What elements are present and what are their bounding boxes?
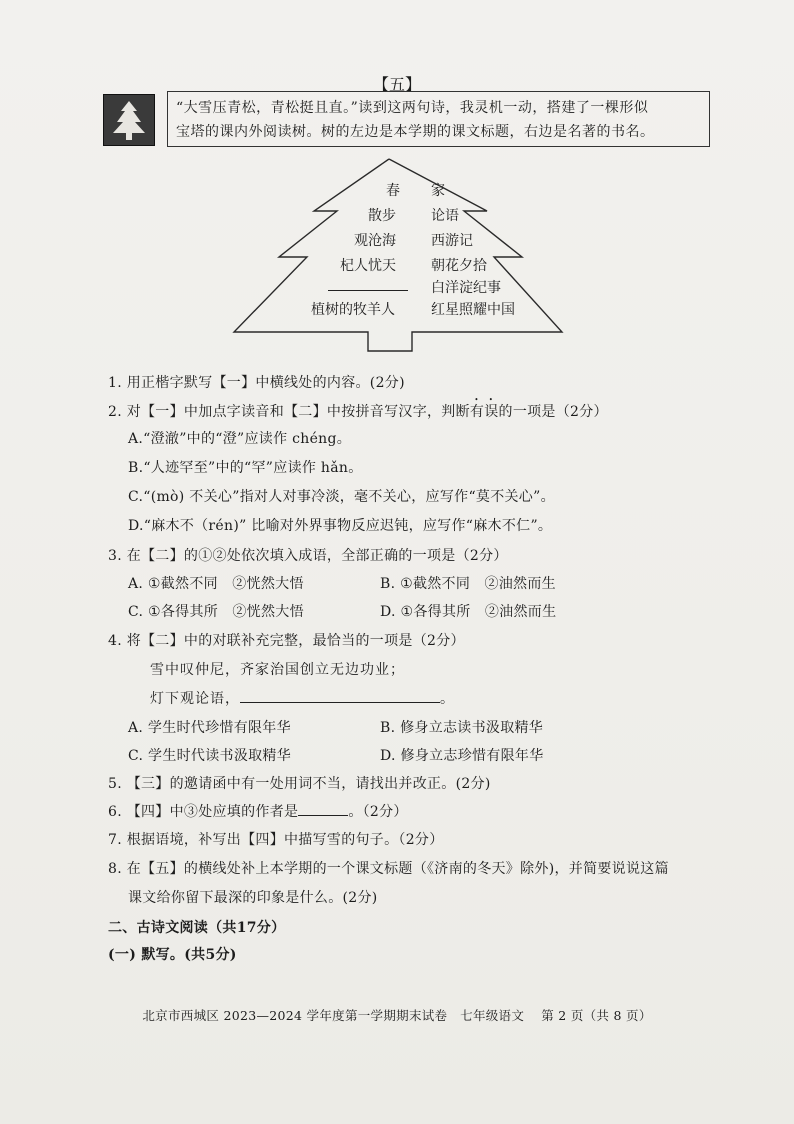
question-6-post: 。（2分） [348, 804, 408, 820]
q2-option-c: C.“(mò) 不关心”指对人对事冷淡，毫不关心，应写作“莫不关心”。 [128, 489, 555, 505]
question-2 [108, 396, 608, 421]
question-4: 4. 将【二】中的对联补充完整，最恰当的一项是（2分） [108, 633, 465, 649]
question-1: 1. 用正楷字默写【一】中横线处的内容。(2分) [108, 375, 405, 391]
question-2-post: 的一项是（2分） [498, 404, 608, 420]
q3-option-d: D. ①各得其所 ②油然而生 [380, 604, 557, 620]
couplet-line-2-text: 灯下观论语， [150, 691, 240, 707]
part-2-subtitle: (一) 默写。(共5分) [108, 947, 237, 963]
page-footer: 北京市西城区 2023—2024 学年度第一学期期末试卷 七年级语文 第 2 页（共 8 页） [142, 1008, 652, 1023]
question-8-line-2: 课文给你留下最深的印象是什么。(2分) [128, 890, 378, 906]
q3-option-a: A. ①截然不同 ②恍然大悟 [128, 576, 304, 592]
couplet-blank[interactable] [240, 690, 440, 703]
question-6-pre: 6. 【四】中③处应填的作者是 [108, 804, 299, 820]
tree-right-1: 家 [431, 183, 445, 199]
tree-right-4: 朝花夕拾 [431, 258, 487, 274]
tree-right-2: 论语 [431, 208, 459, 224]
tree-right-3: 西游记 [431, 233, 473, 249]
section-heading: 【五】 [372, 75, 421, 94]
question-2-pre: 2. 对【一】中加点字读音和【二】中按拼音写汉字，判断 [108, 404, 470, 420]
question-5: 5. 【三】的邀请函中有一处用词不当，请找出并改正。(2分) [108, 776, 491, 792]
q6-answer-blank[interactable] [298, 803, 348, 816]
part-2-title: 二、古诗文阅读（共17分） [108, 920, 286, 936]
q4-option-c: C. 学生时代读书汲取精华 [128, 748, 292, 764]
tree-right-6: 红星照耀中国 [431, 302, 515, 318]
q2-option-b: B.“人迹罕至”中的“罕”应读作 hǎn。 [128, 460, 363, 476]
q4-option-b: B. 修身立志读书汲取精华 [380, 720, 544, 736]
q4-option-a: A. 学生时代珍惜有限年华 [128, 720, 291, 736]
question-2-emphasis: 有误 [469, 404, 499, 420]
q2-option-a: A.“澄澈”中的“澄”应读作 chéng。 [128, 431, 352, 447]
tree-right-5: 白洋淀纪事 [431, 280, 501, 296]
couplet-line-2-end: 。 [440, 691, 455, 707]
couplet-line-2 [150, 688, 455, 708]
pine-tree-icon [103, 94, 155, 146]
question-6 [108, 801, 408, 821]
q3-option-b: B. ①截然不同 ②油然而生 [380, 576, 556, 592]
question-3: 3. 在【二】的①②处依次填入成语，全部正确的一项是（2分） [108, 548, 508, 564]
intro-line-1: “大雪压青松，青松挺且直。”读到这两句诗，我灵机一动，搭建了一棵形似 [176, 100, 649, 116]
q4-option-d: D. 修身立志珍惜有限年华 [380, 748, 544, 764]
intro-box [167, 91, 710, 147]
question-8-line-1: 8. 在【五】的横线处补上本学期的一个课文标题（《济南的冬天》除外)，并简要说说这篇 [108, 861, 669, 877]
q3-option-c: C. ①各得其所 ②恍然大悟 [128, 604, 304, 620]
question-7: 7. 根据语境，补写出【四】中描写雪的句子。（2分） [108, 832, 444, 848]
tree-left-6: 植树的牧羊人 [311, 302, 395, 318]
q2-option-d: D.“麻木不（rén)” 比喻对外界事物反应迟钝，应写作“麻木不仁”。 [128, 518, 553, 534]
tree-left-2: 散步 [368, 208, 396, 224]
tree-left-1: 春 [386, 183, 400, 199]
tree-left-3: 观沧海 [354, 233, 396, 249]
couplet-line-1: 雪中叹仲尼，齐家治国创立无边功业； [150, 662, 405, 678]
intro-line-2: 宝塔的课内外阅读树。树的左边是本学期的课文标题，右边是名著的书名。 [176, 124, 655, 140]
tree-left-4: 杞人忧天 [340, 258, 396, 274]
reading-tree [232, 157, 566, 353]
tree-left-blank[interactable] [328, 290, 408, 291]
